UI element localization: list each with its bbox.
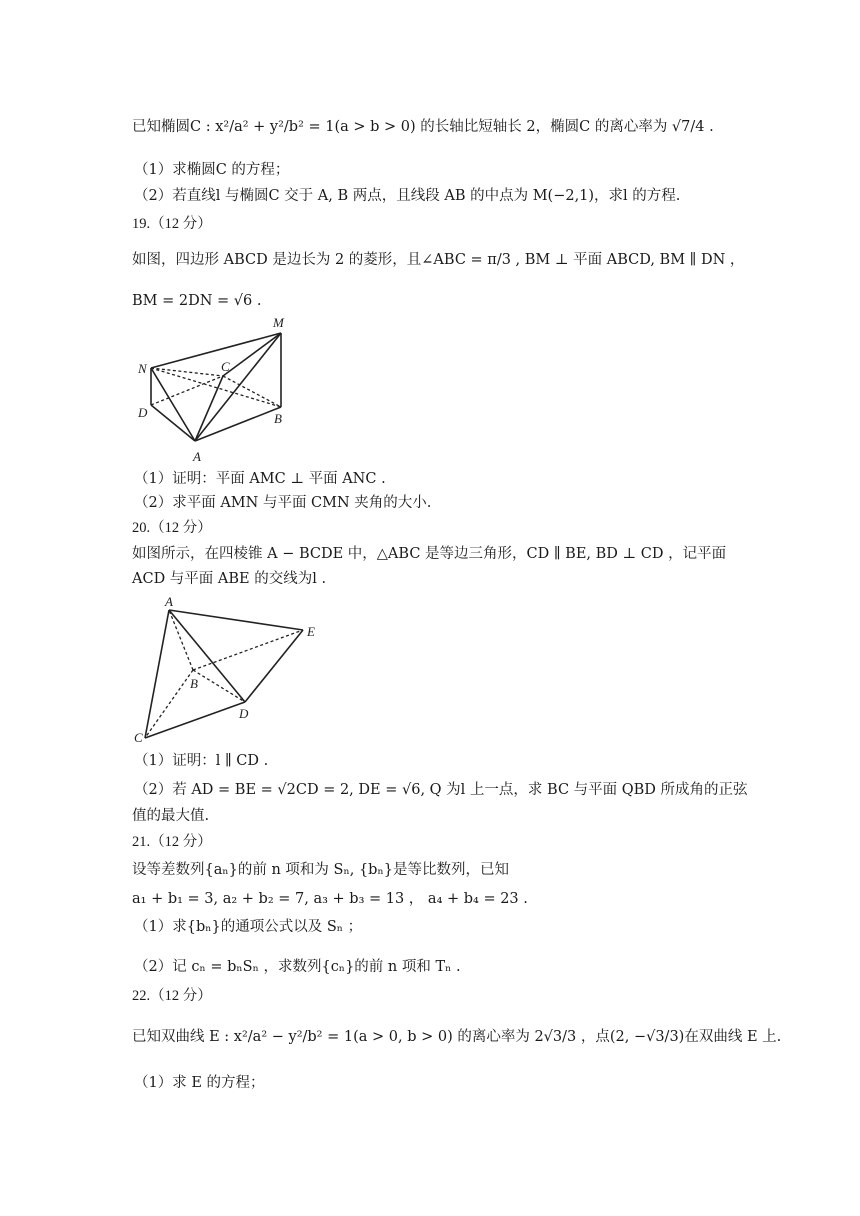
section-heading: 19.（12 分） (132, 216, 212, 232)
figure-rhombus-solid (135, 313, 295, 465)
text-line: （2）求平面 AMN 与平面 CMN 夹角的大小. (134, 495, 432, 511)
text-line: 值的最大值. (132, 808, 210, 824)
text-line: 已知双曲线 E : x²/a² − y²/b² = 1(a > 0, b > 0) 的离心率为 2√3/3 ，点(2, −√3/3)在双曲线 E 上. (132, 1029, 782, 1045)
text-line: 如图所示，在四棱锥 A − BCDE 中，△ABC 是等边三角形，CD ∥ BE, BD ⊥ CD ，记平面 (132, 546, 727, 562)
section-heading: 21.（12 分） (132, 834, 212, 850)
section-heading: 22.（12 分） (132, 988, 212, 1004)
vertex-label-e: E (307, 624, 315, 639)
vertex-label-b: B (274, 411, 282, 426)
text-line: （2）若 AD = BE = √2CD = 2, DE = √6, Q 为l 上一点，求 BC 与平面 QBD 所成角的正弦 (134, 782, 748, 798)
vertex-label-d: D (239, 706, 249, 721)
figure-pyramid (133, 590, 333, 745)
vertex-label-c: C (221, 359, 230, 374)
text-line: （1）求{bₙ}的通项公式以及 Sₙ ； (134, 919, 363, 935)
vertex-label-n: N (138, 361, 147, 376)
vertex-label-d: D (138, 405, 148, 420)
text-line: 设等差数列{aₙ}的前 n 项和为 Sₙ, {bₙ}是等比数列，已知 (132, 862, 509, 878)
text-line: （2）若直线l 与椭圆C 交于 A, B 两点，且线段 AB 的中点为 M(−2,1)，求l 的方程. (134, 188, 681, 204)
vertex-label-m: M (273, 315, 284, 330)
section-heading: 20.（12 分） (132, 520, 212, 536)
text-line: （1）求 E 的方程； (134, 1075, 265, 1091)
text-line: 如图，四边形 ABCD 是边长为 2 的菱形，且∠ABC = π/3 , BM ⊥ 平面 ABCD, BM ∥ DN ， (132, 252, 745, 268)
text-line: （2）记 cₙ = bₙSₙ ，求数列{cₙ}的前 n 项和 Tₙ . (134, 959, 461, 975)
vertex-label-a: A (193, 449, 201, 464)
text-line: （1）证明：平面 AMC ⊥ 平面 ANC . (134, 471, 386, 487)
vertex-label-a: A (165, 594, 173, 609)
text-line: （1）求椭圆C 的方程； (134, 162, 290, 178)
text-line: （1）证明：l ∥ CD . (134, 753, 269, 769)
vertex-label-c: C (134, 730, 143, 745)
text-line: a₁ + b₁ = 3, a₂ + b₂ = 7, a₃ + b₃ = 13 ， a₄ + b₄ = 23 . (132, 891, 528, 907)
text-line: ACD 与平面 ABE 的交线为l . (132, 571, 327, 587)
text-line: 已知椭圆C : x²/a² + y²/b² = 1(a > b > 0) 的长轴比短轴长 2，椭圆C 的离心率为 √7/4 . (132, 119, 714, 135)
vertex-label-b: B (190, 676, 198, 691)
text-line: BM = 2DN = √6 . (132, 293, 262, 309)
